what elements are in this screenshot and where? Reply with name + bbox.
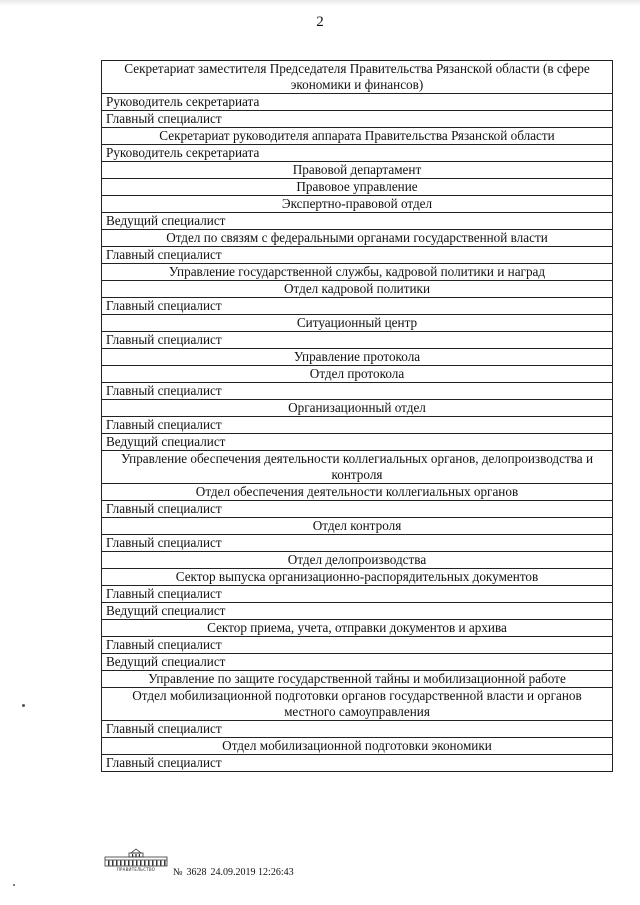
table-row (102, 451, 613, 484)
table-row (102, 349, 613, 366)
unit-heading-cell: Правовой департамент (102, 162, 613, 179)
unit-heading-cell: Правовое управление (102, 179, 613, 196)
unit-heading-cell: Организационный отдел (102, 400, 613, 417)
position-cell: Главный специалист (102, 535, 613, 552)
table-row (102, 484, 613, 501)
unit-heading-cell: Отдел по связям с федеральными органами государственной власти (102, 230, 613, 247)
unit-heading-cell: Управление по защите государственной тайны и мобилизационной работе (102, 671, 613, 688)
table-row (102, 518, 613, 535)
position-cell: Главный специалист (102, 111, 613, 128)
table-row (102, 230, 613, 247)
unit-heading-cell: Управление обеспечения деятельности коллегиальных органов, делопроизводства и контроля (102, 451, 613, 484)
table-row (102, 671, 613, 688)
table-row (102, 128, 613, 145)
table-row (102, 552, 613, 569)
position-cell: Главный специалист (102, 755, 613, 772)
table-row (102, 654, 613, 671)
table-row (102, 298, 613, 315)
table-row (102, 586, 613, 603)
position-cell: Главный специалист (102, 721, 613, 738)
table-row (102, 637, 613, 654)
position-cell: Ведущий специалист (102, 213, 613, 230)
table-row (102, 61, 613, 94)
logo-caption: ПРАВИТЕЛЬСТВО (116, 867, 156, 872)
position-cell: Главный специалист (102, 332, 613, 349)
table-row (102, 400, 613, 417)
unit-heading-cell: Ситуационный центр (102, 315, 613, 332)
table-row (102, 603, 613, 620)
table-row (102, 755, 613, 772)
position-cell: Ведущий специалист (102, 654, 613, 671)
table-row (102, 247, 613, 264)
unit-heading-cell: Отдел контроля (102, 518, 613, 535)
table-row (102, 94, 613, 111)
table-row (102, 281, 613, 298)
table-row (102, 264, 613, 281)
position-cell: Главный специалист (102, 417, 613, 434)
stray-mark (13, 884, 15, 886)
table-row (102, 434, 613, 451)
doc-datetime: 24.09.2019 12:26:43 (210, 867, 294, 878)
document-registration-stamp (173, 867, 298, 878)
table-row (102, 179, 613, 196)
doc-number: 3628 (186, 867, 207, 878)
table-row (102, 111, 613, 128)
table-row (102, 738, 613, 755)
table-row (102, 417, 613, 434)
doc-number-label: № (173, 867, 183, 878)
stray-mark (22, 704, 25, 707)
table-row (102, 145, 613, 162)
position-cell: Руководитель секретариата (102, 94, 613, 111)
position-cell: Ведущий специалист (102, 434, 613, 451)
table-row (102, 213, 613, 230)
table-row (102, 315, 613, 332)
table-row (102, 688, 613, 721)
table-row (102, 535, 613, 552)
position-cell: Главный специалист (102, 298, 613, 315)
unit-heading-cell: Сектор выпуска организационно-распорядительных документов (102, 569, 613, 586)
unit-heading-cell: Отдел обеспечения деятельности коллегиальных органов (102, 484, 613, 501)
position-cell: Руководитель секретариата (102, 145, 613, 162)
table-row (102, 620, 613, 637)
unit-heading-cell: Сектор приема, учета, отправки документов и архива (102, 620, 613, 637)
unit-heading-cell: Управление протокола (102, 349, 613, 366)
position-cell: Главный специалист (102, 586, 613, 603)
unit-heading-cell: Секретариат руководителя аппарата Правительства Рязанской области (102, 128, 613, 145)
table-row (102, 383, 613, 400)
table-row (102, 196, 613, 213)
position-cell: Главный специалист (102, 247, 613, 264)
table-row (102, 569, 613, 586)
page-number: 2 (316, 14, 324, 30)
unit-heading-cell: Управление государственной службы, кадровой политики и наград (102, 264, 613, 281)
document-footer (101, 848, 501, 888)
position-cell: Ведущий специалист (102, 603, 613, 620)
unit-heading-cell: Отдел протокола (102, 366, 613, 383)
position-cell: Главный специалист (102, 383, 613, 400)
staff-positions-table (101, 60, 613, 772)
unit-heading-cell: Экспертно-правовой отдел (102, 196, 613, 213)
table-row (102, 162, 613, 179)
table-row (102, 501, 613, 518)
table-row (102, 332, 613, 349)
position-cell: Главный специалист (102, 501, 613, 518)
unit-heading-cell: Отдел делопроизводства (102, 552, 613, 569)
table-row (102, 366, 613, 383)
unit-heading-cell: Секретариат заместителя Председателя Правительства Рязанской области (в сфере экономики и финансов) (102, 61, 613, 94)
scan-edge (0, 0, 640, 6)
unit-heading-cell: Отдел кадровой политики (102, 281, 613, 298)
unit-heading-cell: Отдел мобилизационной подготовки экономики (102, 738, 613, 755)
unit-heading-cell: Отдел мобилизационной подготовки органов государственной власти и органов местного самоуправления (102, 688, 613, 721)
table-row (102, 721, 613, 738)
position-cell: Главный специалист (102, 637, 613, 654)
table-body (102, 61, 613, 772)
